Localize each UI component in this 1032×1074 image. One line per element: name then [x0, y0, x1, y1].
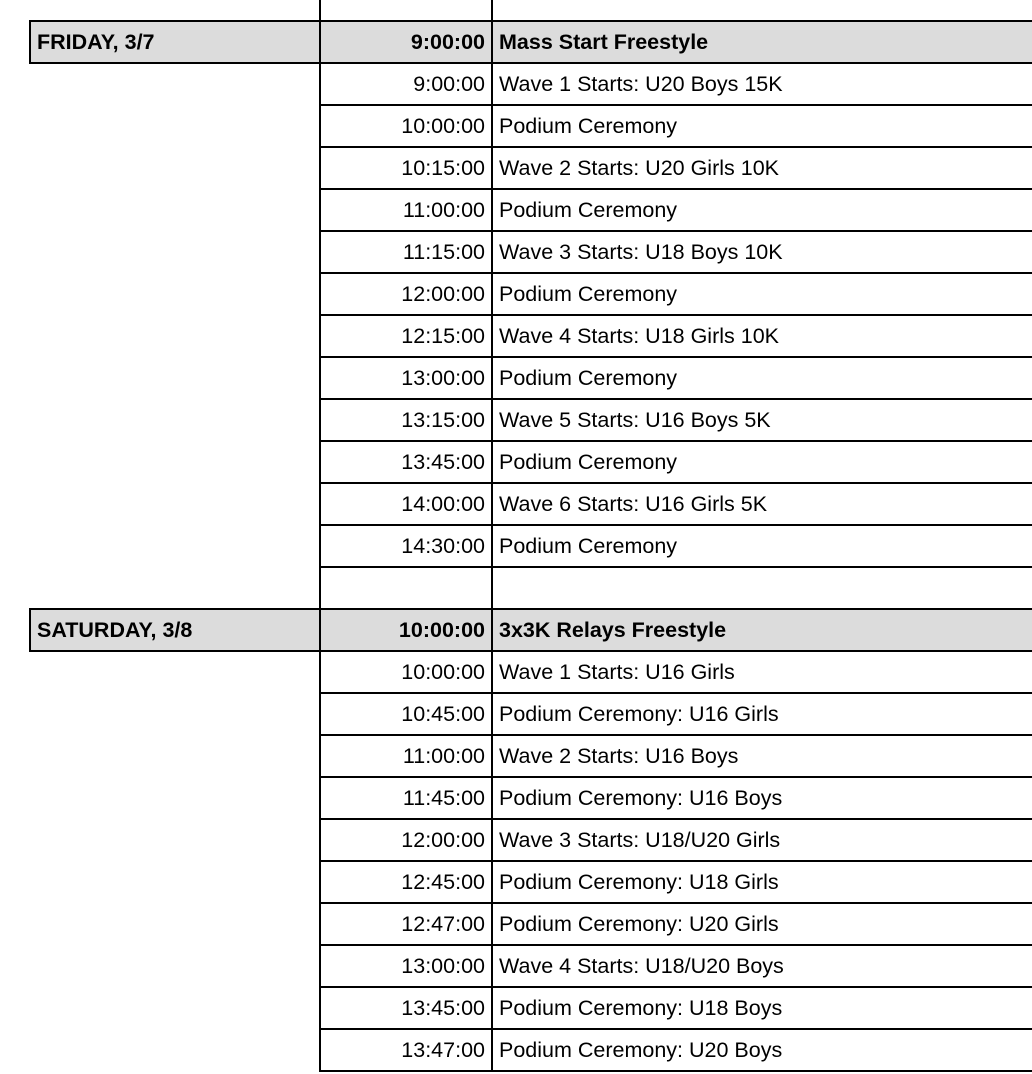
table-row: [30, 525, 1032, 567]
day-empty-cell: [30, 1029, 320, 1071]
day-empty-cell: [30, 987, 320, 1029]
event-cell: [492, 0, 1032, 21]
event-cell: Wave 3 Starts: U18 Boys 10K: [492, 231, 1032, 273]
day-empty-cell: [30, 147, 320, 189]
time-cell: 12:00:00: [320, 273, 492, 315]
event-cell: Podium Ceremony: U18 Boys: [492, 987, 1032, 1029]
time-cell: 13:15:00: [320, 399, 492, 441]
table-row: [30, 567, 1032, 609]
event-cell: Podium Ceremony: [492, 357, 1032, 399]
event-cell: [492, 567, 1032, 609]
table-row: [30, 861, 1032, 903]
event-cell: Wave 4 Starts: U18 Girls 10K: [492, 315, 1032, 357]
time-cell: 9:00:00: [320, 21, 492, 63]
day-empty-cell: [30, 357, 320, 399]
event-cell: Podium Ceremony: U20 Boys: [492, 1029, 1032, 1071]
table-row: [30, 63, 1032, 105]
schedule-table: [29, 0, 1032, 1072]
schedule-table-body: [30, 0, 1032, 1071]
table-row: [30, 189, 1032, 231]
event-cell: Podium Ceremony: [492, 105, 1032, 147]
table-row: [30, 147, 1032, 189]
time-cell: 11:00:00: [320, 735, 492, 777]
event-cell: Wave 3 Starts: U18/U20 Girls: [492, 819, 1032, 861]
event-cell: Podium Ceremony: U16 Girls: [492, 693, 1032, 735]
table-row: [30, 315, 1032, 357]
time-cell: 13:00:00: [320, 945, 492, 987]
event-cell: Podium Ceremony: U20 Girls: [492, 903, 1032, 945]
time-cell: 13:00:00: [320, 357, 492, 399]
time-cell: 11:00:00: [320, 189, 492, 231]
table-row: [30, 903, 1032, 945]
day-empty-cell: [30, 861, 320, 903]
time-cell: 9:00:00: [320, 63, 492, 105]
time-cell: 14:30:00: [320, 525, 492, 567]
event-cell: Podium Ceremony: [492, 525, 1032, 567]
time-cell: [320, 0, 492, 21]
day-empty-cell: [30, 231, 320, 273]
day-label-cell: SATURDAY, 3/8: [30, 609, 320, 651]
day-empty-cell: [30, 525, 320, 567]
event-cell: Wave 4 Starts: U18/U20 Boys: [492, 945, 1032, 987]
time-cell: 13:47:00: [320, 1029, 492, 1071]
time-cell: 10:45:00: [320, 693, 492, 735]
day-empty-cell: [30, 777, 320, 819]
day-empty-cell: [30, 105, 320, 147]
table-row: [30, 1029, 1032, 1071]
table-row: [30, 609, 1032, 651]
time-cell: 13:45:00: [320, 987, 492, 1029]
event-cell: Podium Ceremony: U18 Girls: [492, 861, 1032, 903]
time-cell: 10:15:00: [320, 147, 492, 189]
event-cell: Podium Ceremony: [492, 273, 1032, 315]
event-cell: Wave 6 Starts: U16 Girls 5K: [492, 483, 1032, 525]
day-empty-cell: [30, 819, 320, 861]
table-row: [30, 399, 1032, 441]
table-row: [30, 273, 1032, 315]
day-empty-cell: [30, 945, 320, 987]
time-cell: 12:47:00: [320, 903, 492, 945]
event-cell: Mass Start Freestyle: [492, 21, 1032, 63]
time-cell: 11:15:00: [320, 231, 492, 273]
day-empty-cell: [30, 273, 320, 315]
time-cell: 13:45:00: [320, 441, 492, 483]
day-empty-cell: [30, 693, 320, 735]
event-cell: Podium Ceremony: [492, 441, 1032, 483]
time-cell: 11:45:00: [320, 777, 492, 819]
event-cell: Wave 1 Starts: U16 Girls: [492, 651, 1032, 693]
time-cell: 14:00:00: [320, 483, 492, 525]
table-row: [30, 693, 1032, 735]
event-cell: Wave 1 Starts: U20 Boys 15K: [492, 63, 1032, 105]
event-cell: 3x3K Relays Freestyle: [492, 609, 1032, 651]
table-row: [30, 777, 1032, 819]
day-empty-cell: [30, 189, 320, 231]
time-cell: 10:00:00: [320, 105, 492, 147]
time-cell: 12:15:00: [320, 315, 492, 357]
table-row: [30, 105, 1032, 147]
time-cell: 12:00:00: [320, 819, 492, 861]
event-cell: Podium Ceremony: U16 Boys: [492, 777, 1032, 819]
day-label-cell: FRIDAY, 3/7: [30, 21, 320, 63]
day-empty-cell: [30, 399, 320, 441]
day-empty-cell: [30, 735, 320, 777]
event-cell: Wave 2 Starts: U20 Girls 10K: [492, 147, 1032, 189]
time-cell: 10:00:00: [320, 609, 492, 651]
table-row: [30, 231, 1032, 273]
table-row: [30, 987, 1032, 1029]
day-empty-cell: [30, 903, 320, 945]
table-row: [30, 357, 1032, 399]
table-row: [30, 651, 1032, 693]
time-cell: [320, 567, 492, 609]
table-row: [30, 945, 1032, 987]
time-cell: 12:45:00: [320, 861, 492, 903]
event-cell: Wave 2 Starts: U16 Boys: [492, 735, 1032, 777]
table-row: [30, 21, 1032, 63]
table-row: [30, 0, 1032, 21]
day-empty-cell: [30, 0, 320, 21]
day-empty-cell: [30, 315, 320, 357]
event-cell: Wave 5 Starts: U16 Boys 5K: [492, 399, 1032, 441]
day-empty-cell: [30, 567, 320, 609]
table-row: [30, 735, 1032, 777]
table-row: [30, 819, 1032, 861]
day-empty-cell: [30, 651, 320, 693]
time-cell: 10:00:00: [320, 651, 492, 693]
day-empty-cell: [30, 63, 320, 105]
day-empty-cell: [30, 441, 320, 483]
table-row: [30, 483, 1032, 525]
event-cell: Podium Ceremony: [492, 189, 1032, 231]
table-row: [30, 441, 1032, 483]
day-empty-cell: [30, 483, 320, 525]
